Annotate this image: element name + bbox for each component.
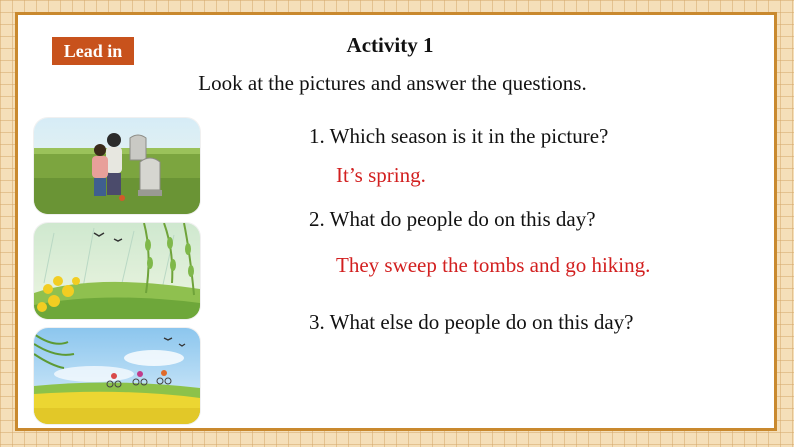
lead-in-badge: Lead in: [52, 37, 134, 65]
instruction-text: Look at the pictures and answer the questions.: [198, 71, 587, 95]
answer-2: They sweep the tombs and go hiking.: [336, 253, 651, 277]
question-1: 1. Which season is it in the picture?: [309, 124, 609, 148]
picture-tomb-sweeping: [34, 118, 200, 214]
activity-title: Activity 1: [346, 33, 434, 57]
answer-1: It’s spring.: [336, 163, 426, 187]
picture-spring-outing: [34, 328, 200, 424]
question-3: 3. What else do people do on this day?: [309, 310, 634, 334]
question-2: 2. What do people do on this day?: [309, 207, 596, 231]
picture-spring-willow: [34, 223, 200, 319]
